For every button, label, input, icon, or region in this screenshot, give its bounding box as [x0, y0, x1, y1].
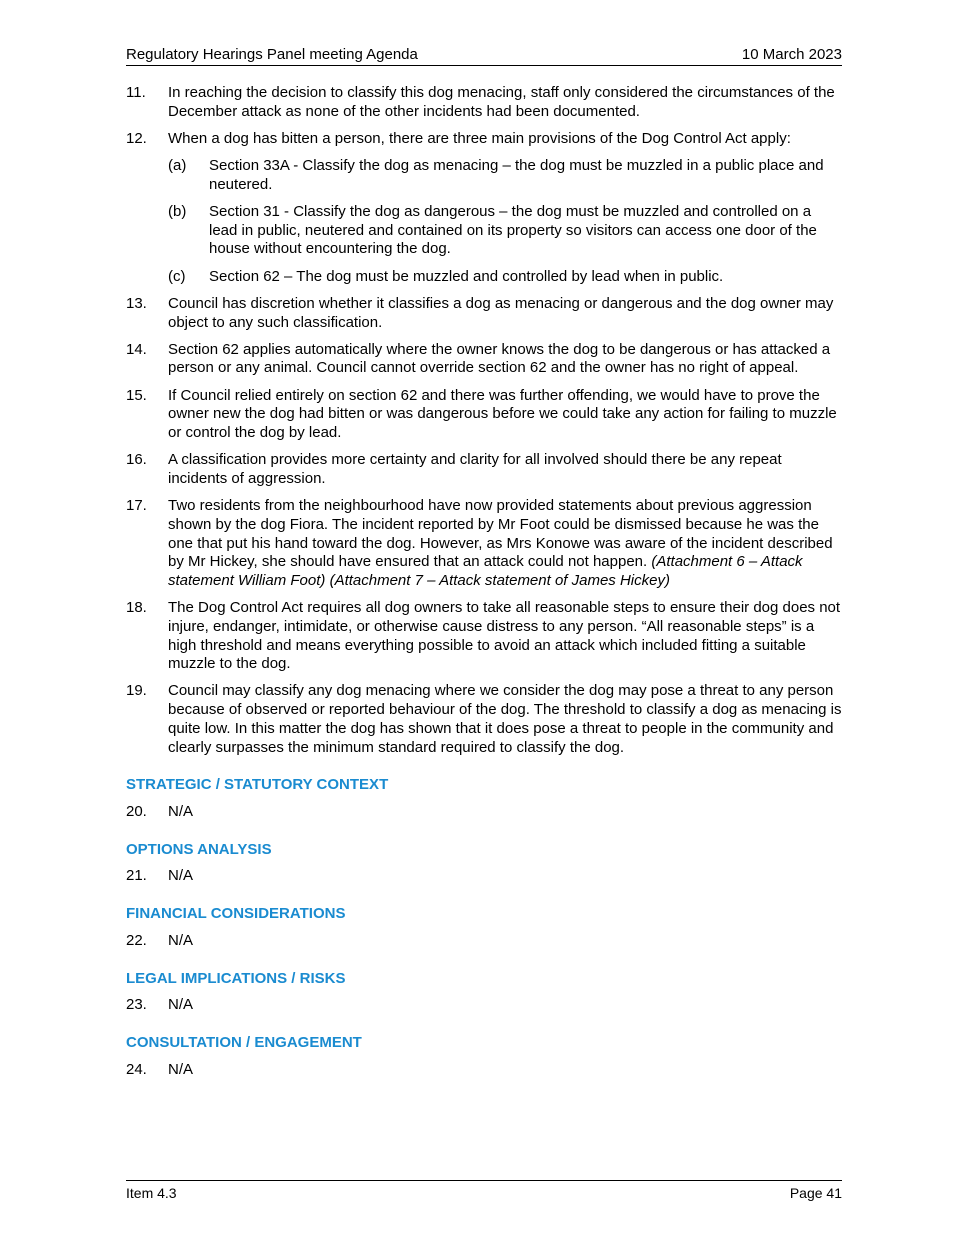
subclause-label: (a) — [168, 157, 187, 175]
subclause-c — [168, 268, 842, 287]
paragraph-text: In reaching the decision to classify this dog menacing, staff only considered the circumstances of the December attack as none of the other incidents had been documented. — [168, 84, 835, 120]
paragraph-12 — [126, 130, 842, 286]
paragraph-text: N/A — [168, 867, 194, 885]
section-heading-consultation: CONSULTATION / ENGAGEMENT — [126, 1033, 362, 1051]
paragraph-text: When a dog has bitten a person, there are three main provisions of the Dog Control Act apply: — [168, 129, 791, 147]
paragraph-20 — [126, 803, 842, 822]
paragraph-13 — [126, 295, 842, 332]
paragraph-11 — [126, 84, 842, 121]
document-page — [126, 46, 842, 1079]
paragraph-23 — [126, 996, 842, 1015]
subclause-a — [168, 157, 842, 194]
paragraph-text: Council has discretion whether it classifies a dog as menacing or dangerous and the dog owner may object to any such classification. — [168, 294, 834, 331]
paragraph-number: 15. — [126, 386, 147, 404]
paragraph-number: 24. — [126, 1060, 147, 1078]
page-footer — [126, 1180, 842, 1201]
page-header — [126, 46, 842, 66]
paragraph-number: 21. — [126, 867, 147, 885]
paragraph-17 — [126, 497, 842, 591]
subclause-b — [168, 203, 842, 259]
paragraph-19 — [126, 682, 842, 757]
paragraph-number: 17. — [126, 497, 147, 515]
paragraph-text: A classification provides more certainty and clarity for all involved should there be any repeat incidents of aggression. — [168, 451, 782, 487]
paragraph-number: 23. — [126, 996, 147, 1014]
paragraph-number: 18. — [126, 599, 147, 617]
paragraph-number: 12. — [126, 129, 147, 147]
paragraph-text: N/A — [168, 1060, 194, 1078]
subclause-label: (c) — [168, 267, 186, 285]
paragraph-text: If Council relied entirely on section 62 and there was further offending, we would have to prove the owner new the dog had bitten or was dangerous before we could take any action for failing to muzzle or control the dog by lead. — [168, 386, 837, 442]
section-heading-financial: FINANCIAL CONSIDERATIONS — [126, 905, 346, 923]
paragraph-text: The Dog Control Act requires all dog owners to take all reasonable steps to ensure their dog does not injure, endanger, intimidate, or otherwise cause distress to any person. “All reasonable steps” is a high threshold and means everything possible to avoid an attack which included fitting a suitable muzzle to the dog. — [168, 599, 841, 673]
footer-page-number: Page 41 — [789, 1185, 842, 1201]
subclause-text: Section 33A - Classify the dog as menacing – the dog must be muzzled in a public place and neutered. — [209, 157, 824, 193]
paragraph-number: 22. — [126, 931, 147, 949]
paragraph-14 — [126, 341, 842, 378]
subclause-text: Section 62 – The dog must be muzzled and controlled by lead when in public. — [209, 267, 724, 285]
paragraph-text: Council may classify any dog menacing where we consider the dog may pose a threat to any person because of observed or reported behaviour of the dog. The threshold to classify a dog as menacing is quite low. In this matter the dog has shown that it does pose a threat to people in the community and clearly surpasses the minimum standard required to classify the dog. — [168, 682, 842, 756]
paragraph-21 — [126, 867, 842, 886]
section-heading-legal: LEGAL IMPLICATIONS / RISKS — [126, 969, 346, 987]
paragraph-body: Two residents from the neighbourhood have now provided statements about previous aggression shown by the dog Fiora. The incident reported by Mr Foot could be dismissed because he was the one that put his hand toward the dog. However, as Mrs Konowe was aware of the incident described by Mr Hickey, she should have ensured that an attack could not happen. — [168, 497, 833, 571]
paragraph-22 — [126, 932, 842, 951]
paragraph-number: 20. — [126, 803, 147, 820]
paragraph-15 — [126, 387, 842, 443]
paragraph-text — [168, 497, 842, 591]
paragraph-16 — [126, 451, 842, 488]
footer-item: Item 4.3 — [126, 1185, 177, 1201]
subclause-text: Section 31 - Classify the dog as dangerous – the dog must be muzzled and controlled on a lead in public, neutered and contained on its property so visitors can access one door of the house without encountering the dog. — [209, 203, 817, 258]
subclause-label: (b) — [168, 203, 187, 221]
paragraph-number: 19. — [126, 682, 147, 700]
header-date: 10 March 2023 — [741, 46, 842, 63]
paragraph-number: 16. — [126, 451, 147, 469]
paragraph-24 — [126, 1061, 842, 1080]
paragraph-text: Section 62 applies automatically where the owner knows the dog to be dangerous or has attacked a person or any animal. Council cannot override section 62 and the owner has no right of appeal. — [168, 340, 831, 377]
header-title: Regulatory Hearings Panel meeting Agenda — [126, 46, 418, 63]
paragraph-number: 11. — [126, 84, 146, 101]
paragraph-text: N/A — [168, 996, 194, 1014]
document-body — [126, 84, 842, 1079]
paragraph-18 — [126, 599, 842, 674]
paragraph-text: N/A — [168, 931, 194, 949]
paragraph-number: 13. — [126, 294, 147, 312]
paragraph-text: N/A — [168, 803, 194, 820]
paragraph-number: 14. — [126, 340, 147, 358]
section-heading-options: OPTIONS ANALYSIS — [126, 840, 272, 858]
attachment-reference: (Attachment 6 – Attack statement William Foot) (Attachment 7 – Attack statement of James Hickey) — [168, 553, 803, 589]
section-heading-strategic: STRATEGIC / STATUTORY CONTEXT — [126, 776, 389, 794]
